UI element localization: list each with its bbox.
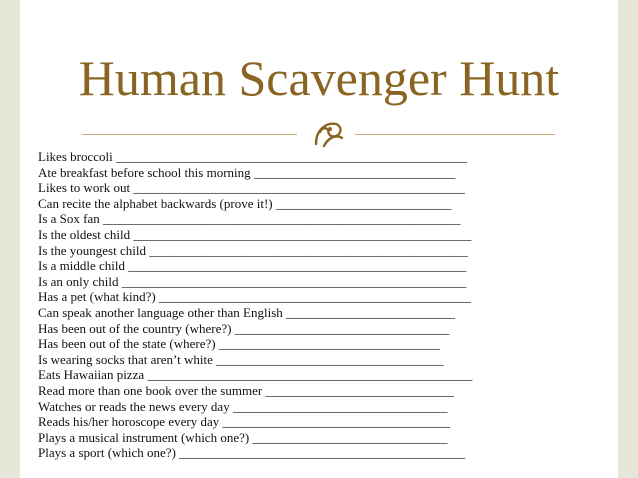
list-item: Can recite the alphabet backwards (prove it!) ___________________________: [38, 195, 452, 211]
list-item: Plays a musical instrument (which one?) ______________________________: [38, 429, 448, 445]
list-item: Ate breakfast before school this morning _______________________________: [38, 164, 456, 180]
title-divider-left: [82, 134, 297, 135]
list-item: Is the oldest child ____________________________________________________: [38, 226, 472, 242]
slide: [20, 0, 618, 478]
list-item: Eats Hawaiian pizza __________________________________________________: [38, 367, 473, 383]
list-item: Has a pet (what kind?) ________________________________________________: [38, 289, 471, 305]
list-item: Likes to work out ___________________________________________________: [38, 180, 465, 196]
list-item: Likes broccoli ______________________________________________________: [38, 149, 467, 164]
list-item: Is an only child _____________________________________________________: [38, 273, 467, 289]
list-item: Is wearing socks that aren’t white ___________________________________: [38, 351, 444, 367]
list-item: Is a middle child ____________________________________________________: [38, 258, 467, 274]
list-item: Has been out of the state (where?) __________________________________: [38, 336, 440, 352]
list-item: Plays a sport (which one?) ____________________________________________: [38, 445, 466, 461]
title-divider-right: [355, 134, 555, 135]
list-item: Read more than one book over the summer _____________________________: [38, 382, 454, 398]
list-item: Has been out of the country (where?) _________________________________: [38, 320, 450, 336]
fleuron-icon: [312, 118, 346, 148]
list-item: Is the youngest child _________________________________________________: [38, 242, 468, 258]
list-item: Is a Sox fan _______________________________________________________: [38, 211, 461, 227]
page-title: Human Scavenger Hunt: [78, 50, 560, 106]
list-item: Can speak another language other than English __________________________: [38, 304, 456, 320]
list-item: Reads his/her horoscope every day ___________________________________: [38, 414, 450, 430]
scavenger-list: [38, 149, 598, 461]
list-item: Watches or reads the news every day _________________________________: [38, 398, 448, 414]
